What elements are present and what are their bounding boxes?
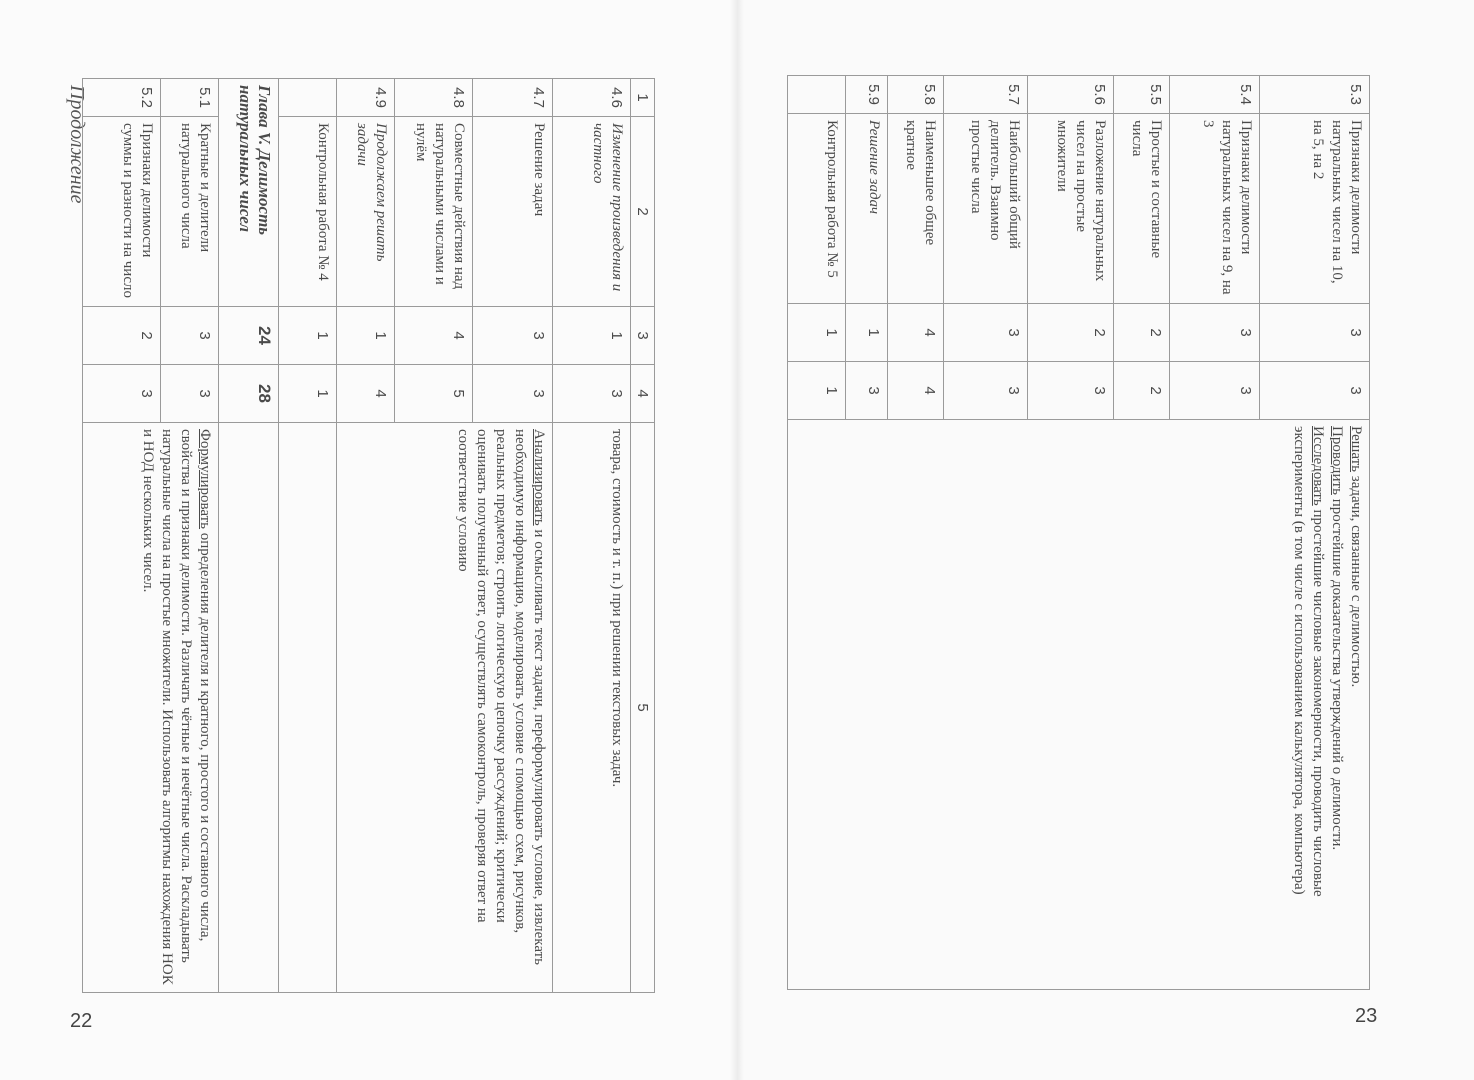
row-number: 5.3	[1260, 76, 1370, 114]
activity-verb: Анализировать	[531, 429, 547, 526]
hours-b-cell: 3	[1260, 362, 1370, 420]
hours-a-cell: 2	[1028, 304, 1114, 362]
hours-b-cell: 5	[395, 365, 473, 423]
topic-cell: Решение задач	[846, 114, 888, 304]
chapter-hours-b: 28	[219, 365, 279, 423]
hours-a-cell: 1	[788, 304, 846, 362]
row-number: 5.5	[1114, 76, 1170, 114]
topic-cell: Наименьшее общее кратное	[888, 114, 944, 304]
row-number: 5.9	[846, 76, 888, 114]
row-number: 4.8	[395, 79, 473, 117]
topic-cell: Контрольная работа № 4	[279, 117, 337, 307]
activity-verb: Решать	[1348, 426, 1364, 473]
topic-cell: Контрольная работа № 5	[788, 114, 846, 304]
topic-cell: Продолжаем решать задачи	[337, 117, 395, 307]
row-number: 5.2	[83, 79, 161, 117]
hours-a-cell: 1	[337, 307, 395, 365]
hours-b-cell: 3	[553, 365, 631, 423]
topic-cell: Простые и составные числа	[1114, 114, 1170, 304]
activity-cell	[219, 423, 279, 993]
right-page-number: 23	[1355, 1005, 1378, 1027]
hours-a-cell: 3	[1170, 304, 1260, 362]
col-header-4: 4	[631, 365, 655, 423]
hours-a-cell: 1	[279, 307, 337, 365]
hours-b-cell: 3	[1028, 362, 1114, 420]
topic-cell: Наибольший общий делитель. Взаимно простые числа	[944, 114, 1028, 304]
hours-b-cell: 1	[788, 362, 846, 420]
row-number: 4.7	[473, 79, 553, 117]
row-number: 5.8	[888, 76, 944, 114]
hours-b-cell: 1	[279, 365, 337, 423]
activity-cell	[83, 423, 219, 993]
col-header-1: 1	[631, 79, 655, 117]
row-number	[788, 76, 846, 114]
hours-a-cell: 3	[473, 307, 553, 365]
hours-a-cell: 1	[553, 307, 631, 365]
activity-text: и осмысливать текст задачи, переформулировать условие, извлекать необходимую информацию, моделировать условие с помощью схем, рисунков, реальных предметов; строить логическую цепочку рассуждений; критически оценивать полученный ответ, осуществлять самоконтроль, проверяя ответ на соответствие условию	[455, 429, 547, 965]
left-table-wrapper	[82, 78, 655, 993]
activity-line	[1327, 426, 1346, 983]
hours-a-cell: 1	[846, 304, 888, 362]
topic-cell: Признаки делимости натуральных чисел на 10, на 5, на 2	[1260, 114, 1370, 304]
activity-verb: Проводить	[1329, 426, 1345, 495]
col-header-2: 2	[631, 117, 655, 307]
row-number: 4.6	[553, 79, 631, 117]
hours-b-cell: 3	[83, 365, 161, 423]
activity-cell	[337, 423, 553, 993]
activity-cell	[788, 420, 1370, 990]
table-row	[1260, 76, 1370, 990]
right-curriculum-table	[787, 75, 1370, 990]
hours-a-cell: 2	[1114, 304, 1170, 362]
hours-a-cell: 3	[944, 304, 1028, 362]
topic-cell: Совместные действия над натуральными числами и нулём	[395, 117, 473, 307]
row-number: 5.1	[161, 79, 219, 117]
row-number: 5.7	[944, 76, 1028, 114]
hours-a-cell: 4	[395, 307, 473, 365]
hours-a-cell: 2	[83, 307, 161, 365]
activity-text: простейшие доказательства утверждений о делимости.	[1329, 498, 1345, 851]
activity-line	[1346, 426, 1365, 983]
table-row	[161, 79, 219, 993]
activity-verb: Формулировать	[197, 429, 213, 530]
activity-text: определения делителя и кратного, простого и составного числа, свойства и признаки делимости. Различать чётные и нечётные числа. Раскладывать натуральные числа на простые множители. Использовать алгоритмы нахождения НОК и НОД нескольких чисел.	[140, 429, 213, 985]
activity-text: задачи, связанные с делимостью.	[1348, 475, 1364, 688]
activity-cell: товара, стоимость и т. п.) при решении текстовых задач.	[553, 423, 631, 993]
topic-cell: Признаки делимости суммы и разности на число	[83, 117, 161, 307]
running-head: Продолжение	[66, 85, 88, 204]
table-row	[473, 79, 553, 993]
activity-line	[1289, 426, 1327, 983]
activity-cell	[279, 423, 337, 993]
hours-b-cell: 3	[1170, 362, 1260, 420]
table-header-row	[631, 79, 655, 993]
left-curriculum-table	[82, 78, 655, 993]
table-row	[279, 79, 337, 993]
hours-a-cell: 3	[1260, 304, 1370, 362]
left-page-number: 22	[70, 1010, 93, 1032]
hours-b-cell: 3	[473, 365, 553, 423]
hours-b-cell: 3	[161, 365, 219, 423]
activity-text: простейшие числовые закономерности, проводить числовые эксперименты (в том числе с использованием калькулятора, компьютера)	[1291, 426, 1326, 897]
topic-cell: Кратные и делители натурального числа	[161, 117, 219, 307]
row-number: 4.9	[337, 79, 395, 117]
col-header-5: 5	[631, 423, 655, 993]
col-header-3: 3	[631, 307, 655, 365]
chapter-hours-a: 24	[219, 307, 279, 365]
row-number: 5.4	[1170, 76, 1260, 114]
topic-cell: Решение задач	[473, 117, 553, 307]
topic-cell: Изменение произведения и частного	[553, 117, 631, 307]
chapter-row	[219, 79, 279, 993]
hours-b-cell: 3	[846, 362, 888, 420]
row-number: 5.6	[1028, 76, 1114, 114]
hours-b-cell: 3	[944, 362, 1028, 420]
right-table-wrapper	[787, 75, 1370, 990]
hours-b-cell: 2	[1114, 362, 1170, 420]
hours-b-cell: 4	[337, 365, 395, 423]
table-row	[553, 79, 631, 993]
activity-verb: Исследовать	[1310, 426, 1326, 506]
hours-a-cell: 4	[888, 304, 944, 362]
row-number	[279, 79, 337, 117]
topic-cell: Признаки делимости натуральных чисел на 9, на 3	[1170, 114, 1260, 304]
book-spine	[730, 0, 744, 1080]
hours-a-cell: 3	[161, 307, 219, 365]
hours-b-cell: 4	[888, 362, 944, 420]
chapter-title: Глава V. Делимость натуральных чисел	[219, 79, 279, 307]
topic-cell: Разложение натуральных чисел на простые множители	[1028, 114, 1114, 304]
